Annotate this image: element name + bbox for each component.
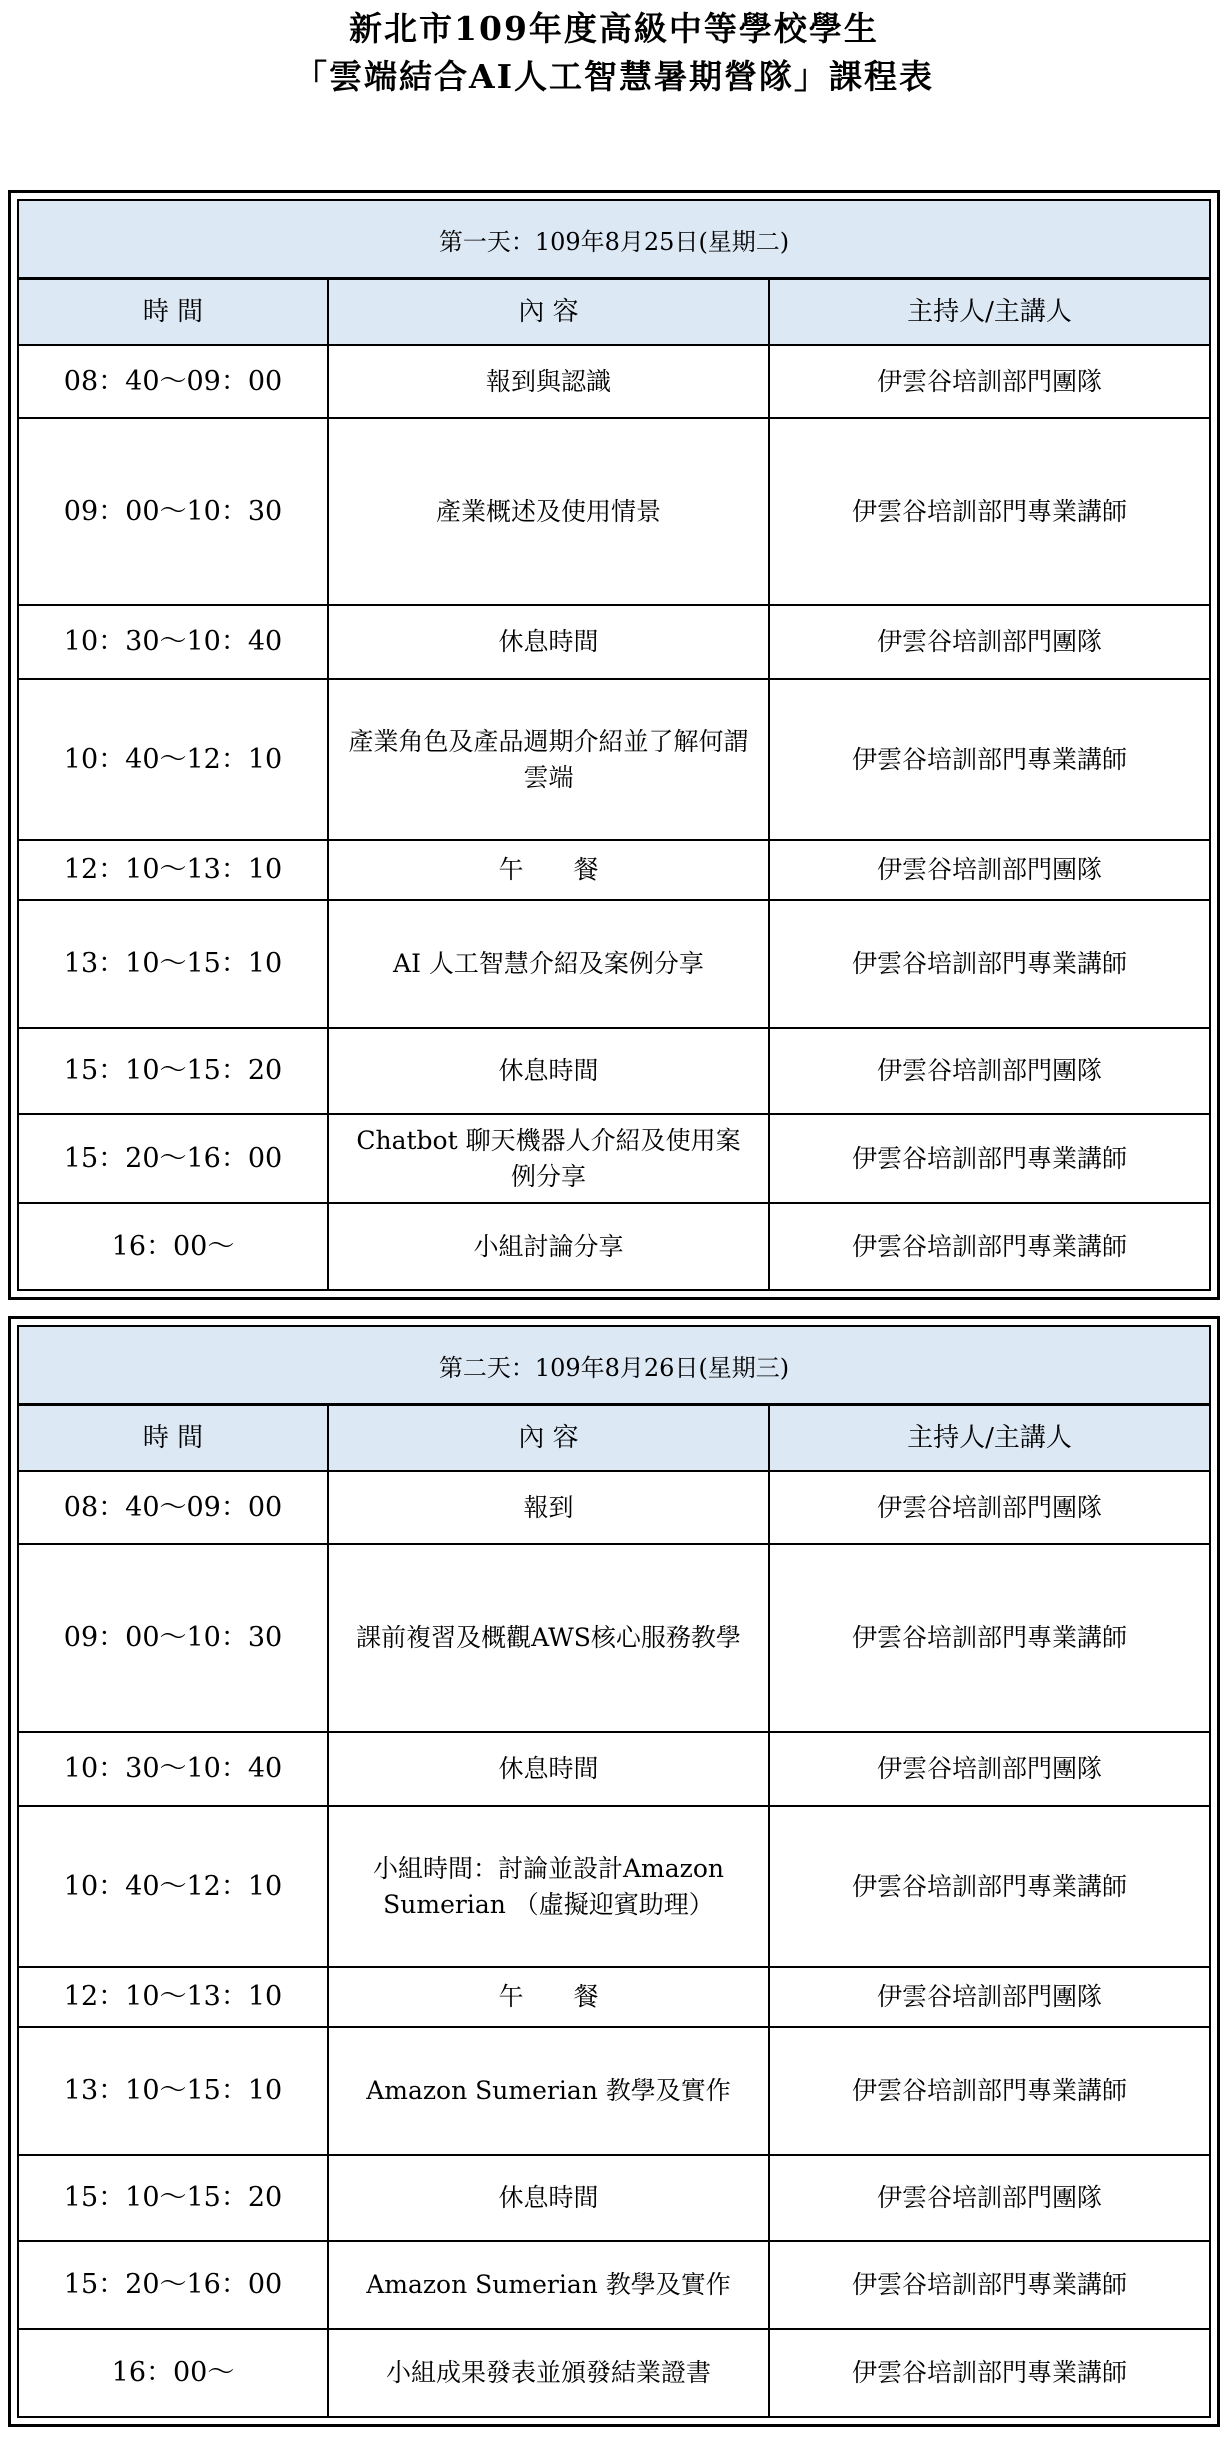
column-header-time: 時 間 [19,1406,328,1471]
content-cell: AI 人工智慧介紹及案例分享 [328,900,769,1028]
content-cell: Amazon Sumerian 教學及實作 [328,2241,769,2329]
day-1-schedule [8,190,1220,1300]
content-cell: 產業概述及使用情景 [328,418,769,605]
table-row [19,2027,1209,2155]
host-cell: 伊雲谷培訓部門專業講師 [851,2358,1127,2387]
host-cell: 伊雲谷培訓部門專業講師 [769,900,1209,1028]
table-row [19,679,1209,840]
host-cell: 伊雲谷培訓部門專業講師 [769,679,1209,840]
table-row [19,1806,1209,1967]
table-row [19,1732,1209,1806]
time-cell: 10：30～10：40 [19,1732,328,1806]
content-cell: 休息時間 [328,1028,769,1114]
time-cell: 13：10～15：10 [19,900,328,1028]
host-cell: 伊雲谷培訓部門團隊 [769,1732,1209,1806]
page-title-line-1: 新北市109年度高級中等學校學生 [349,9,879,48]
content-cell: 產業角色及產品週期介紹並了解何謂雲端 [328,679,769,840]
table-row [19,2329,1209,2416]
table-row [19,1544,1209,1732]
content-cell: 小組時間：討論並設計Amazon Sumerian （虛擬迎賓助理） [328,1806,769,1967]
content-cell: Chatbot 聊天機器人介紹及使用案例分享 [328,1114,769,1203]
host-cell: 伊雲谷培訓部門團隊 [769,840,1209,900]
time-cell: 12：10～13：10 [19,840,328,900]
host-cell: 伊雲谷培訓部門團隊 [769,1967,1209,2027]
column-header-content: 內 容 [328,1406,769,1471]
time-cell: 10：40～12：10 [19,1806,328,1967]
day-2-header: 第二天：109年8月26日(星期三) [19,1327,1209,1406]
host-cell: 伊雲谷培訓部門專業講師 [769,2241,1209,2329]
content-cell: 報到 [328,1471,769,1544]
time-cell: 16：00～ [19,1203,328,1289]
table-row [19,1203,1209,1289]
time-cell: 15：20～16：00 [19,1114,328,1203]
column-header-content: 內 容 [328,280,769,345]
host-cell: 伊雲谷培訓部門專業講師 [769,418,1209,605]
content-cell: 小組成果發表並頒發結業證書 [328,2329,769,2416]
column-header-host: 主持人/主講人 [769,280,1209,345]
table-header-row [19,280,1209,345]
time-cell: 09：00～10：30 [19,418,328,605]
content-cell: 休息時間 [328,2155,769,2241]
time-cell: 10：40～12：10 [19,679,328,840]
time-cell: 15：10～15：20 [19,1028,328,1114]
host-cell: 伊雲谷培訓部門團隊 [769,1028,1209,1114]
page-title-line-2: 「雲端結合AI人工智慧暑期營隊」課程表 [293,57,935,96]
host-cell: 伊雲谷培訓部門團隊 [769,605,1209,679]
host-cell: 伊雲谷培訓部門專業講師 [769,1544,1209,1732]
table-row [19,605,1209,679]
table-header-row [19,1406,1209,1471]
host-cell: 伊雲谷培訓部門團隊 [769,345,1209,418]
table-row [19,1114,1209,1203]
host-cell: 伊雲谷培訓部門專業講師 [769,1806,1209,1967]
column-header-time: 時 間 [19,280,328,345]
day-2-table [19,1406,1209,2416]
day-1-table [19,280,1209,1289]
content-cell: 休息時間 [328,1732,769,1806]
table-row [19,840,1209,900]
day-2-schedule [8,1316,1220,2427]
content-cell: 小組討論分享 [328,1203,769,1289]
time-cell: 12：10～13：10 [19,1967,328,2027]
day-1-header: 第一天：109年8月25日(星期二) [19,201,1209,280]
content-cell: Amazon Sumerian 教學及實作 [328,2027,769,2155]
host-cell: 伊雲谷培訓部門專業講師 [769,1114,1209,1203]
table-row [19,1028,1209,1114]
time-cell: 08：40～09：00 [19,1471,328,1544]
time-cell: 15：20～16：00 [19,2241,328,2329]
time-cell: 10：30～10：40 [19,605,328,679]
time-cell: 13：10～15：10 [19,2027,328,2155]
content-cell: 報到與認識 [328,345,769,418]
host-cell: 伊雲谷培訓部門專業講師 [769,2027,1209,2155]
content-cell: 午 餐 [328,840,769,900]
time-cell: 09：00～10：30 [19,1544,328,1732]
host-cell: 伊雲谷培訓部門團隊 [769,1471,1209,1544]
table-row [19,1967,1209,2027]
host-cell: 伊雲谷培訓部門專業講師 [851,1231,1127,1261]
table-row [19,2241,1209,2329]
time-cell: 16：00～ [19,2329,328,2416]
time-cell: 15：10～15：20 [19,2155,328,2241]
content-cell: 休息時間 [328,605,769,679]
table-row [19,900,1209,1028]
table-row [19,1471,1209,1544]
column-header-host: 主持人/主講人 [769,1406,1209,1471]
table-row [19,2155,1209,2241]
host-cell: 伊雲谷培訓部門團隊 [769,2155,1209,2241]
table-row [19,418,1209,605]
table-row [19,345,1209,418]
content-cell: 課前複習及概觀AWS核心服務教學 [328,1544,769,1732]
content-cell: 午 餐 [328,1967,769,2027]
time-cell: 08：40～09：00 [19,345,328,418]
